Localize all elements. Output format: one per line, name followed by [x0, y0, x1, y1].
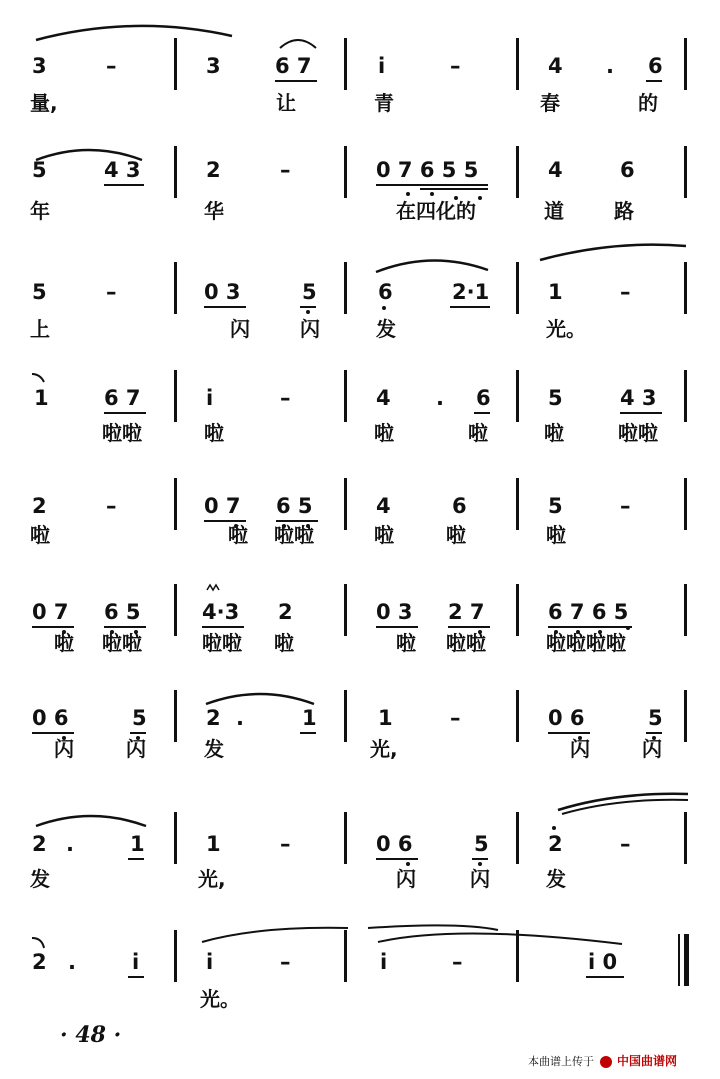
slur [34, 22, 234, 42]
underline [646, 80, 662, 82]
low-dot [478, 196, 482, 200]
note: 5 [474, 832, 489, 856]
underline [32, 732, 74, 734]
lyric: 啦 [546, 523, 566, 547]
lyric: 啦 [54, 631, 74, 655]
dash: – [620, 832, 631, 856]
low-dot [406, 862, 410, 866]
low-dot [406, 192, 410, 196]
barline [344, 478, 347, 530]
lyric: 青 [374, 91, 394, 115]
slur [34, 812, 148, 828]
barline [344, 262, 347, 314]
dash: – [106, 280, 117, 304]
note-group: 0 3 [204, 280, 241, 304]
note-group: 6 7 6 5 [548, 600, 629, 624]
lyric: 啦啦啦啦 [546, 631, 626, 655]
lyric: 上 [30, 317, 50, 341]
lyric: 闪 [470, 867, 490, 891]
note: 5 [648, 706, 663, 730]
lyric: 的 [638, 91, 658, 115]
note: 5 [32, 158, 47, 182]
underline [275, 80, 317, 82]
note: 5 [302, 280, 317, 304]
note-high: i [380, 950, 388, 974]
note: 3 [32, 54, 47, 78]
system-row-8 [0, 812, 720, 922]
underline [646, 732, 662, 734]
barline [174, 690, 177, 742]
note: 6 [378, 280, 393, 304]
barline [174, 370, 177, 422]
lyric: 啦啦 [274, 523, 314, 547]
barline [344, 584, 347, 636]
note-group: 4 3 [620, 386, 657, 410]
note-group: 0 6 [376, 832, 413, 856]
dash: – [620, 280, 631, 304]
tie [198, 922, 720, 944]
site-logo-icon [600, 1056, 612, 1068]
barline [516, 812, 519, 864]
barline [174, 146, 177, 198]
low-dot [626, 626, 630, 630]
note-group: 0 6 [32, 706, 69, 730]
note: 4 [548, 158, 563, 182]
note-group: 4·3 [202, 600, 240, 624]
system-row-4 [0, 370, 720, 480]
note-group: 0 7 6 5 5 [376, 158, 479, 182]
barline [516, 584, 519, 636]
note-high: i [378, 54, 386, 78]
note: 4 [376, 386, 391, 410]
lyric: 光, [370, 737, 398, 761]
lyric: 啦 [374, 421, 394, 445]
lyric: 啦 [30, 523, 50, 547]
barline [344, 146, 347, 198]
barline [684, 478, 687, 530]
low-dot [382, 306, 386, 310]
lyric: 啦 [446, 523, 466, 547]
barline [684, 370, 687, 422]
underline [276, 520, 318, 522]
underline [128, 858, 144, 860]
footer-prefix: 本曲谱上传于 [528, 1055, 594, 1068]
barline [684, 38, 687, 90]
dash: – [620, 494, 631, 518]
lyric: 啦 [374, 523, 394, 547]
underline [620, 412, 662, 414]
note: 1 [130, 832, 145, 856]
dash: – [450, 54, 461, 78]
lyric: 光, [198, 867, 226, 891]
underline [548, 732, 590, 734]
note-group: 0 3 [376, 600, 413, 624]
underline [450, 306, 490, 308]
note: 5 [32, 280, 47, 304]
lyric: 啦 [396, 631, 416, 655]
system-row-3 [0, 262, 720, 372]
dash: – [280, 950, 291, 974]
underline [104, 412, 146, 414]
dot: . [66, 832, 74, 856]
low-dot [306, 310, 310, 314]
underline [104, 626, 146, 628]
barline [174, 262, 177, 314]
slur [374, 256, 490, 274]
lyric: 啦 [468, 421, 488, 445]
note-group: 6 5 [276, 494, 313, 518]
barline [174, 812, 177, 864]
barline [684, 146, 687, 198]
note-group: 6 7 [275, 54, 312, 78]
slur [30, 370, 46, 384]
lyric: 年 [30, 199, 50, 223]
system-row-7 [0, 690, 720, 800]
underline [204, 306, 246, 308]
underline [474, 412, 490, 414]
system-row-2 [0, 146, 720, 256]
dot: . [68, 950, 76, 974]
note-group: 6 7 [104, 386, 141, 410]
dash: – [280, 386, 291, 410]
note: 2 [32, 950, 47, 974]
note: 1 [302, 706, 317, 730]
dash: – [450, 706, 461, 730]
note: 2 [206, 706, 221, 730]
note: 4 [548, 54, 563, 78]
lyric: 在四化的 [396, 199, 476, 223]
slur [538, 244, 688, 262]
note: 5 [548, 386, 563, 410]
lyric: 发 [30, 867, 50, 891]
underline [586, 976, 624, 978]
barline [344, 38, 347, 90]
note-group: 4 3 [104, 158, 141, 182]
final-barline-thick [684, 934, 689, 986]
lyric: 闪 [570, 737, 590, 761]
barline [516, 370, 519, 422]
underline [420, 188, 488, 190]
note-group: 0 7 [32, 600, 69, 624]
footer-brand: 中国曲谱网 [617, 1054, 678, 1068]
dash: – [106, 494, 117, 518]
underline [104, 184, 144, 186]
lyric: 啦 [544, 421, 564, 445]
note: 6 [620, 158, 635, 182]
lyric: 啦 [228, 523, 248, 547]
lyric: 啦 [204, 421, 224, 445]
system-row-5 [0, 478, 720, 588]
note: 4 [376, 494, 391, 518]
note: 3 [206, 54, 221, 78]
dot: . [606, 54, 614, 78]
note: 1 [206, 832, 221, 856]
lyric: 闪 [396, 867, 416, 891]
dot: . [236, 706, 244, 730]
barline [516, 38, 519, 90]
barline [344, 812, 347, 864]
underline [128, 976, 144, 978]
barline [516, 262, 519, 314]
underline [448, 626, 490, 628]
note: 2 [32, 494, 47, 518]
system-row-6 [0, 584, 720, 694]
note: 1 [34, 386, 49, 410]
underline [130, 732, 146, 734]
trill-mark [206, 584, 220, 592]
barline [684, 584, 687, 636]
barline [174, 584, 177, 636]
low-dot [430, 192, 434, 196]
slur [204, 690, 316, 706]
note: 6 [648, 54, 663, 78]
final-barline-thin [678, 934, 680, 986]
barline [684, 690, 687, 742]
lyric: 华 [204, 199, 224, 223]
lyric: 光。 [546, 317, 586, 341]
underline [548, 626, 632, 628]
barline [516, 690, 519, 742]
lyric: 光。 [200, 987, 240, 1011]
note-group: 2·1 [452, 280, 490, 304]
lyric: 闪 [54, 737, 74, 761]
note-group: 6 5 [104, 600, 141, 624]
lyric: 啦啦 [202, 631, 242, 655]
lyric: 发 [376, 317, 396, 341]
lyric: 发 [546, 867, 566, 891]
lyric: 路 [614, 199, 634, 223]
underline [472, 858, 488, 860]
low-dot [478, 862, 482, 866]
lyric: 啦啦 [446, 631, 486, 655]
barline [516, 478, 519, 530]
dash: – [280, 832, 291, 856]
note: 1 [548, 280, 563, 304]
lyric: 春 [540, 91, 560, 115]
underline [300, 732, 316, 734]
note-group: 2 7 [448, 600, 485, 624]
barline [344, 370, 347, 422]
note-high: i [132, 950, 140, 974]
underline [300, 306, 316, 308]
note: 5 [132, 706, 147, 730]
slur [30, 934, 48, 948]
barline [344, 690, 347, 742]
lyric: 闪 [126, 737, 146, 761]
note-group: 0 6 [548, 706, 585, 730]
lyric: 让 [276, 91, 296, 115]
high-dot [552, 826, 556, 830]
dot: . [436, 386, 444, 410]
barline [174, 38, 177, 90]
underline [32, 626, 74, 628]
lyric: 发 [204, 737, 224, 761]
slur [556, 792, 690, 814]
note: 6 [476, 386, 491, 410]
footer-watermark [528, 1052, 677, 1069]
note: 2 [206, 158, 221, 182]
lyric: 啦啦 [618, 421, 658, 445]
underline [202, 626, 244, 628]
note: 2 [278, 600, 293, 624]
underline [204, 520, 246, 522]
lyric: 闪 [642, 737, 662, 761]
barline [174, 930, 177, 982]
barline [174, 478, 177, 530]
note: 2 [548, 832, 563, 856]
note-high: i [206, 386, 214, 410]
note: 1 [378, 706, 393, 730]
underline [376, 858, 418, 860]
dash: – [280, 158, 291, 182]
lyric: 闪 [300, 317, 320, 341]
underline [376, 184, 488, 186]
lyric: 量, [30, 91, 58, 115]
lyric: 闪 [230, 317, 250, 341]
dash: – [106, 54, 117, 78]
dash: – [452, 950, 463, 974]
system-row-1 [0, 38, 720, 148]
lyric: 啦 [274, 631, 294, 655]
underline [376, 626, 418, 628]
barline [516, 930, 519, 982]
note-group: i 0 [588, 950, 618, 974]
note-group: 0 7 [204, 494, 241, 518]
lyric: 啦啦 [102, 631, 142, 655]
lyric: 道 [544, 199, 564, 223]
barline [684, 262, 687, 314]
barline [344, 930, 347, 982]
note: 6 [452, 494, 467, 518]
note-high: i [206, 950, 214, 974]
barline [684, 812, 687, 864]
slur [278, 36, 318, 50]
lyric: 啦啦 [102, 421, 142, 445]
note: 2 [32, 832, 47, 856]
page-number: · 48 · [60, 1022, 122, 1048]
barline [516, 146, 519, 198]
note: 5 [548, 494, 563, 518]
